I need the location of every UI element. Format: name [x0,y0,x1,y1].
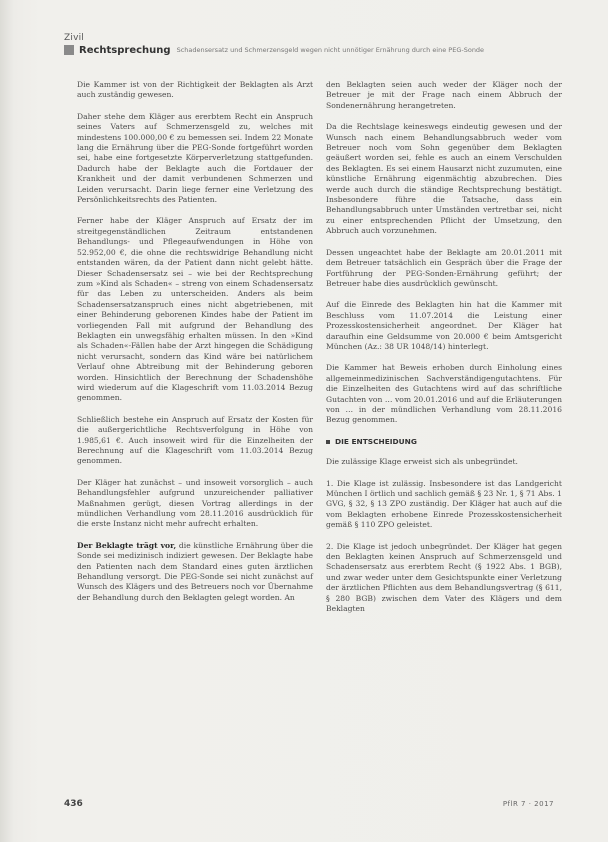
left-column [77,80,313,614]
paragraph-text: den Beklagten seien auch weder der Kläger noch der Betreuer je mit der Frage nach einem Abbruch der Sondenernährung herangetreten. [326,80,562,110]
body-paragraph [77,541,313,603]
paragraph-text: Die zulässige Klage erweist sich als unbegründet. [326,457,518,467]
body-paragraph [77,478,313,530]
paragraph-text: Da die Rechtslage keineswegs eindeutig gewesen und der Wunsch nach einem Behandlungsabbruch weder vom Betreuer noch vom Sohn gegenüber dem Beklagten geäußert worden sei, fehle es auch an einem Verschulden des Beklagten. Es sei einem Hausarzt nicht zuzumuten, eine künstliche Ernährung eigenmächtig abzubrechen. Dies werde auch durch die ständige Rechtsprechung bestätigt. Insbesondere führe die Tatsache, dass ein Behandlungsabbruch unter Umständen vertretbar sei, nicht zu einer entsprechenden Pflicht der Umsetzung, den Abbruch auch vorzunehmen. [326,122,562,236]
body-paragraph [77,80,313,101]
paragraph-text: Ferner habe der Kläger Anspruch auf Ersatz der im streitgegenständlichen Zeitraum entstandenen Behandlungs- und Pflegeaufwendungen in Höhe von 52.952,00 €, die ohne die rechtswidrige Behandlung nicht entstanden wären, da der Patient dann nicht gelebt hätte. Dieser Schadensersatz sei – wie bei der Rechtsprechung zum »Kind als Schaden« – streng von einem Schadensersatz für das Leben zu unterscheiden. Anders als beim Schadensersatzanspruch eines nicht abgetriebenen, mit einer Behinderung geborenen Kindes habe der Patient im vorliegenden Fall mit aufgrund der Behandlung des Beklagten ein unwegsfähig erhalten müssen. In den »Kind als Schaden«-Fällen habe der Arzt hingegen die Schädigung nicht verursacht, sondern das Kind wäre bei natürlichem Verlauf ohne Abtreibung mit der Behinderung geboren worden. Hinsichtlich der Berechnung der Schadenshöhe wird wiederum auf die Klageschrift vom 11.03.2014 Bezug genommen. [77,216,313,403]
paragraph-text: Schließlich bestehe ein Anspruch auf Ersatz der Kosten für die außergerichtliche Rechtsverfolgung in Höhe von 1.985,61 €. Auch insoweit wird für die Einzelheiten der Berechnung auf die Klageschrift vom 11.03.2014 Bezug genommen. [77,414,313,466]
body-paragraph [77,112,313,206]
body-paragraph [326,80,562,111]
paragraph-text: Auf die Einrede des Beklagten hin hat die Kammer mit Beschluss vom 11.07.2014 die Leistung einer Prozesskostensicherheit angeordnet. Der Kläger hat daraufhin eine Geldsumme von 20.000 € beim Amtsgericht München (Az.: 38 UR 1048/14) hinterlegt. [326,300,562,351]
section-heading [326,437,562,447]
body-paragraph [77,216,313,403]
body-paragraph [326,122,562,236]
running-header [64,44,554,56]
section-label: Zivil [64,33,84,43]
paragraph-text: Die Kammer hat Beweis erhoben durch Einholung eines allgemeinmedizinischen Sachverständigengutachtens. Für die Einzelheiten des Gutachtens wird auf das schriftliche Gutachten von … vom 20.01.2016 und auf die Erläuterungen von … in der mündlichen Verhandlung vom 28.11.2016 Bezug genommen. [326,363,562,425]
body-paragraph [326,248,562,290]
paragraph-text: 2. Die Klage ist jedoch unbegründet. Der Kläger hat gegen den Beklagten keinen Anspruch auf Schmerzensgeld und Schadensersatz aus ererbtem Recht (§ 1922 Abs. 1 BGB), und zwar weder unter dem Gesichtspunkte einer Verletzung der ärztlichen Pflichten aus dem Behandlungsvertrag (§ 611, § 280 BGB) zwischen dem Vater des Klägers und dem Beklagten [326,541,562,614]
paragraph-text: Der Kläger hat zunächst – und insoweit vorsorglich – auch Behandlungsfehler aufgrund unzureichender palliativer Maßnahmen gerügt, diesen Vortrag allerdings in der mündlichen Verhandlung vom 28.11.2016 ausdrücklich für die erste Instanz nicht mehr aufrecht erhalten. [77,477,313,529]
right-column [326,80,562,625]
paragraph-text: 1. Die Klage ist zulässig. Insbesondere ist das Landgericht München I örtlich und sachlich gemäß § 23 Nr. 1, § 71 Abs. 1 GVG, § 32, § 13 ZPO zuständig. Der Kläger hat auch auf die vom Beklagten erhobene Einrede Prozesskostensicherheit gemäß § 110 ZPO geleistet. [326,478,562,530]
section-bullet-square [326,440,330,444]
section-heading-text: DIE ENTSCHEIDUNG [335,436,417,446]
paragraph-text: Daher stehe dem Kläger aus ererbtem Recht ein Anspruch seines Vaters auf Schmerzensgeld zu, welches mit mindestens 100.000,00 € zu bemessen sei. Indem 22 Monate lang die Ernährung über die PEG-Sonde fortgeführt worden sei, habe eine fortgesetzte Körperverletzung stattgefunden. Dadurch habe der Beklagte auch die Fortdauer der Krankheit und der damit verbundenen Schmerzen und Leiden verursacht. Darin liege ferner eine Verletzung des Persönlichkeitsrechts des Patienten. [77,111,313,205]
body-paragraph [326,479,562,531]
paragraph-text: Dessen ungeachtet habe der Beklagte am 20.01.2011 mit dem Betreuer tatsächlich ein Gespräch über die Frage der Fortführung der PEG-Sonden-Ernährung geführt; der Betreuer habe dies ausdrücklich gewünscht. [326,247,562,288]
paragraph-text: Die Kammer ist von der Richtigkeit der Beklagten als Arzt auch zuständig gewesen. [77,80,313,100]
paragraph-text: die künstliche Ernährung über die Sonde sei medizinisch indiziert gewesen. Der Beklagte habe den Patienten nach dem Standard eines guten ärztlichen Behandlung versorgt. Die PEG-Sonde sei nicht zunächst auf Wunsch des Klägers und des Betreuers noch vor Übernahme der Behandlung durch den Beklagten gelegt worden. An [77,540,313,602]
header-title: Rechtsprechung [79,44,171,56]
body-paragraph [326,457,562,467]
header-marker-square [64,45,74,55]
journal-reference: PflR 7 · 2017 [502,800,554,808]
header-subtitle: Schadensersatz und Schmerzensgeld wegen nicht unnötiger Ernährung durch eine PEG-Sonde [176,46,485,54]
paragraph-lead-bold: Der Beklagte trägt vor, [77,540,177,550]
body-paragraph [326,542,562,615]
body-paragraph [326,300,562,352]
body-paragraph [326,363,562,425]
body-paragraph [77,415,313,467]
page-number: 436 [64,799,83,809]
